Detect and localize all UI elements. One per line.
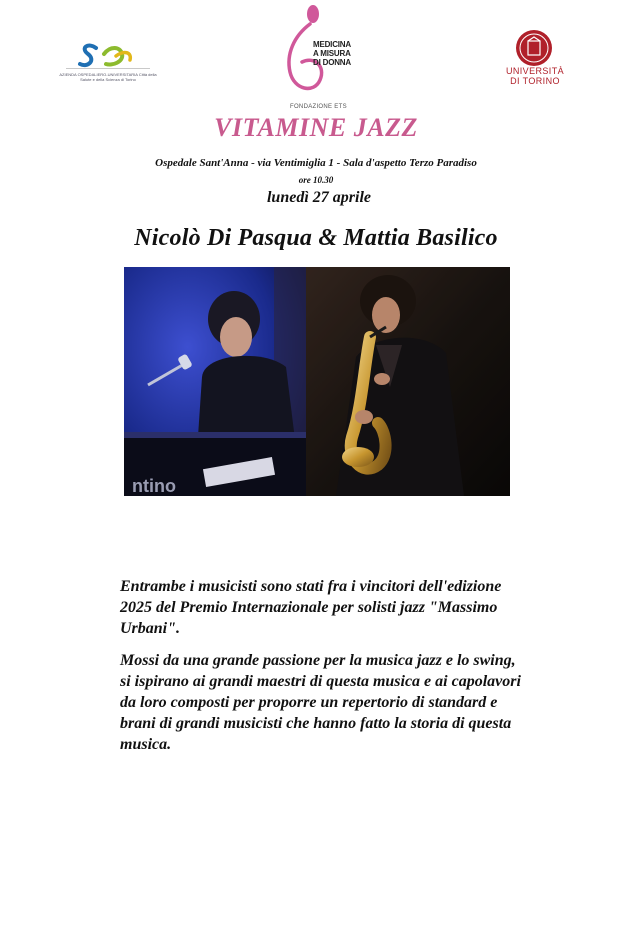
bio-paragraph-1: Entrambe i musicisti sono stati fra i vincitori dell'edizione 2025 del Premio Internazionale per solisti jazz "Massimo Urbani". <box>120 578 502 637</box>
photo-overlay-text: ntino <box>132 476 176 496</box>
event-venue: Ospedale Sant'Anna - via Ventimiglia 1 - Sala d'aspetto Terzo Paradiso <box>155 157 477 169</box>
wordmark-line-1: MEDICINA <box>313 40 351 49</box>
university-line-1: UNIVERSITÀ <box>505 66 564 76</box>
wordmark-line-3: DI DONNA <box>313 58 351 67</box>
hospital-logo-caption: AZIENDA OSPEDALIERO-UNIVERSITARIA Città della Salute e della Scienza di Torino <box>59 72 157 82</box>
bio-paragraph-2: Mossi da una grande passione per la musica jazz e lo swing, si ispirano ai grandi maestri di questa musica e ai capolavori da loro composti per proporre un repertorio di standard e brani di grandi musicisti che hanno fatto la storia di questa musica. <box>120 652 521 753</box>
event-date: lunedì 27 aprile <box>266 189 371 206</box>
university-line-2: DI TORINO <box>510 76 560 86</box>
event-title: VITAMINE JAZZ <box>214 113 418 142</box>
wordmark-line-2: A MISURA <box>313 49 351 58</box>
medicina-donna-wordmark <box>313 40 373 67</box>
event-time: ore 10.30 <box>298 175 334 185</box>
university-seal-icon <box>514 28 554 68</box>
performers-heading: Nicolò Di Pasqua & Mattia Basilico <box>134 225 498 251</box>
university-wordmark <box>500 66 570 86</box>
foundation-label: FONDAZIONE ETS <box>290 104 347 110</box>
musicians-photo <box>124 267 510 496</box>
